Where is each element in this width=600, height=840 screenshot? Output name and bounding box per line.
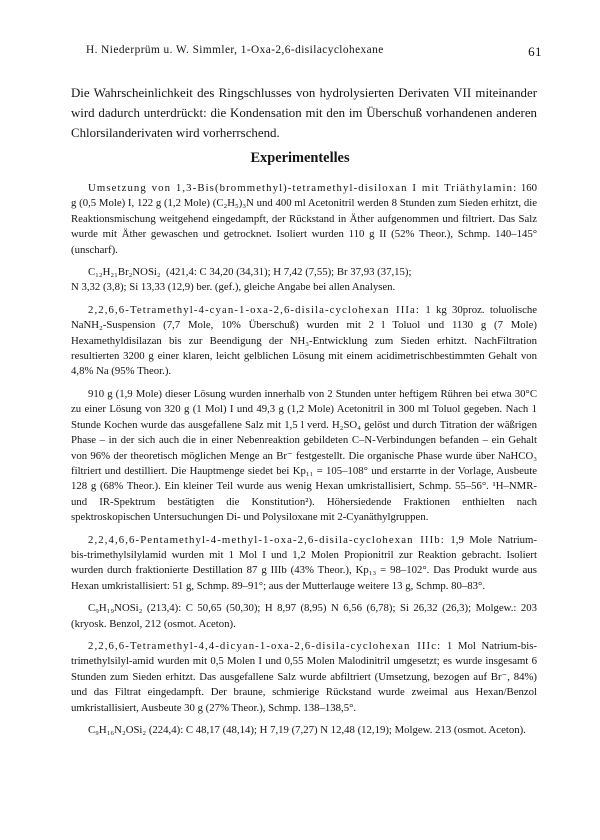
running-title: H. Niederprüm u. W. Simmler, 1-Oxa-2,6-disilacyclohexane bbox=[86, 44, 384, 56]
procedure-IIIa-continued: 910 g (1,9 Mole) dieser Lösung wurden innerhalb von 2 Stunden unter heftigem Rühren bei etwa 30°C zu einer Lösung von 320 g (1 Mol) I und 49,3 g (1,2 Mole) Acetonitril in 300 ml Toluol gegeben. Nach 1 Stunde Kochen wurde das ausgefallene Salz mit 1,5 l verd. H₂SO₄ gelöst und durch Titration der wäßrigen Phase – in der sich auch die in einer Nebenreaktion gebildeten C–N-Verbindungen befanden – ein Gehalt von 96% der theoretisch möglichen Menge an Br⁻ festgestellt. Die organische Phase wurde über NaHCO₃ filtriert und destilliert. Die Hauptmenge siedet bei Kp₁₁ = 105–108° und erstarrte in der Vorlage, Ausbeute 128 g (68% Theor.). Ein kleiner Teil wurde aus wenig Hexan umkristallisiert, Schmp. 55–56°. ¹H–NMR- und IR-Spektrum bestätigten die Konstitution²). Höhersiedende Fraktionen enthielten nach spektroskopischen Untersuchungen Di- und Polysiloxane mit 2-Cyanäthylgruppen. bbox=[71, 387, 537, 524]
intro-paragraph: Die Wahrscheinlichkeit des Ringschlusses von hydrolysierten Derivaten VII miteinander wird dadurch unterdrückt: die Kondensation mit den im Überschuß vorhandenen anderen Chlorsilanderivaten wird vorherrschend. bbox=[71, 85, 537, 140]
procedure-text: 1,9 Mole Natrium-bis-trimethylsilylamid wurden mit 1 Mol I und 1,2 Molen Propionitril zur Reaktion gebracht. Isoliert wurden durch fraktionierte Destillation 87 g IIIb (43% Theor.), Kp₁₃ = 98–102°. Das Produkt wurde aus Hexan umkristallisiert: 51 g, Schmp. 89–91°; aus der Mutterlauge weitere 13 g, Schmp. 80–83°. bbox=[71, 533, 537, 592]
procedure-lead: 2,2,4,6,6-Pentamethyl-4-methyl-1-oxa-2,6-disila-cyclohexan IIIb: bbox=[88, 533, 445, 546]
analysis-formula: C₁₂H₂₁Br₂NOSi₂ bbox=[88, 266, 161, 279]
analysis-line: N 3,32 (3,8); Si 13,33 (12,9) ber. (gef.), gleiche Angabe bei allen Analysen. bbox=[71, 281, 396, 294]
analysis-c12 bbox=[71, 265, 537, 296]
procedure-lead: 2,2,6,6-Tetramethyl-4,4-dicyan-1-oxa-2,6-disila-cyclohexan IIIc: bbox=[88, 639, 442, 652]
procedure-IIIa bbox=[71, 303, 537, 380]
page-number: 61 bbox=[528, 44, 542, 59]
analysis-line bbox=[71, 265, 537, 280]
procedure-IIIc bbox=[71, 639, 537, 716]
procedure-bis-brommethyl bbox=[71, 181, 537, 258]
procedure-text: 1 Mol Natrium-bis-trimethylsilyl-amid wurden mit 0,5 Molen I und 0,55 Molen Malodinitril umgesetzt; es wurde insgesamt 6 Stunden zum Sieden erhitzt. Das ausgefallene Salz wurde abfiltriert (Umsetzung, bezogen auf Br⁻, 84%) und das Filtrat eingedampft. Der braune, schmierige Rückstand wurde zweimal aus Hexan/Benzol umkristallisiert, Ausbeute 30 g (27% Theor.), Schmp. 138–138,5°. bbox=[71, 639, 537, 714]
procedure-IIIb bbox=[71, 533, 537, 595]
experimental-body bbox=[71, 181, 537, 738]
section-heading: Experimentelles bbox=[250, 150, 350, 166]
procedure-text: 160 g (0,5 Mole) I, 122 g (1,2 Mole) (C₂H₅)₃N und 400 ml Acetonitril werden 8 Stunden zum Sieden erhitzt, die Reaktionsmischung weitgehend eingedampft, der Rückstand in Äther aufgenommen und filtriert. Das Salz wurde mit Äther gewaschen und getrocknet. Isoliert wurden 110 g II (52% Theor.), Schmp. 140–145° (unscharf). bbox=[71, 182, 538, 256]
analysis-c9h16: C₉H₁₆N₂OSi₂ (224,4): C 48,17 (48,14); H 7,19 (7,27) N 12,48 (12,19); Molgew. 213 (osmot. Aceton). bbox=[88, 724, 526, 736]
running-header bbox=[86, 44, 542, 60]
procedure-text: 1 kg 30proz. toluolische NaNH₂-Suspension (7,7 Mole, 10% Überschuß) wurden mit 2 l Toluol und 1130 g (7 Mole) Hexamethyldisilazan bis zur Beendigung der NH₃-Entwicklung zum Sieden erhitzt. NachFiltration resultierten 3200 g einer klaren, leicht gelblichen Lösung mit einem acidimetrischbestimmten Gehalt von 4,8% Na (95% Theor.). bbox=[71, 303, 538, 378]
analysis-c9h19: C₉H₁₉NOSi₂ (213,4): C 50,65 (50,30); H 8,97 (8,95) N 6,56 (6,78); Si 26,32 (26,3); Molgew.: 203 (kryosk. Benzol, 212 (osmot. Aceton). bbox=[71, 602, 537, 630]
procedure-lead: Umsetzung von 1,3-Bis(brommethyl)-tetramethyl-disiloxan I mit Triäthylamin: bbox=[88, 182, 518, 194]
procedure-lead: 2,2,6,6-Tetramethyl-4-cyan-1-oxa-2,6-disila-cyclohexan IIIa: bbox=[88, 303, 421, 316]
analysis-values: (421,4: C 34,20 (34,31); H 7,42 (7,55); Br 37,93 (37,15); bbox=[166, 266, 412, 279]
